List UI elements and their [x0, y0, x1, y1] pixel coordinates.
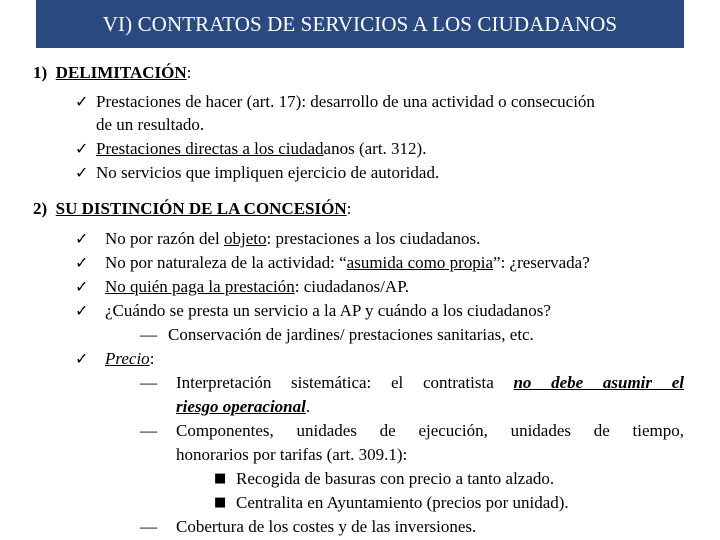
section-2-item-5 [105, 348, 154, 370]
item-underlined: No quién paga la prestación [105, 277, 295, 296]
price-bullet-1: Recogida de basuras con precio a tanto alzado. [236, 469, 555, 488]
item-text: No por razón del [105, 229, 224, 248]
section-2-item-4: ¿Cuándo se presta un servicio a la AP y cuándo a los ciudadanos? [105, 301, 551, 320]
checkmark-icon: ✓ [75, 277, 89, 296]
page-title: VI) CONTRATOS DE SERVICIOS A LOS CIUDADANOS [102, 11, 618, 36]
section-2-heading [33, 198, 351, 220]
item-text: ”: ¿reservada? [493, 253, 590, 272]
sub-text: . [305, 397, 311, 416]
checkmark-icon: ✓ [75, 301, 89, 320]
section-1-number: 1) [33, 63, 48, 82]
title-bar [36, 0, 684, 48]
checkmark-icon: ✓ [75, 92, 89, 111]
square-bullet-icon: ■ [214, 471, 227, 486]
item-underlined: asumida como propia [346, 253, 494, 272]
section-1-item-2-rest: anos (art. 312). [323, 139, 427, 158]
section-1-item-1-cont: de un resultado. [96, 115, 205, 134]
checkmark-icon: ✓ [75, 139, 89, 158]
item-text: : prestaciones a los ciudadanos. [266, 229, 481, 248]
item-underlined: objeto [223, 229, 267, 248]
price-colon: : [149, 349, 155, 368]
section-1-item-1: Prestaciones de hacer (art. 17): desarrollo de una actividad o consecución [96, 92, 595, 111]
em-dash-bullet: — [140, 373, 157, 392]
price-sub-1 [176, 372, 684, 394]
price-sub-3: Cobertura de los costes y de las inversiones. [176, 517, 477, 536]
checkmark-icon: ✓ [75, 349, 89, 368]
section-1-heading [33, 62, 191, 84]
price-sub-2: Componentes, unidades de ejecución, unidades de tiempo, [176, 421, 684, 440]
section-2-number: 2) [33, 199, 48, 218]
price-label: Precio [105, 349, 150, 368]
sub-text: Interpretación sistemática: el contratista [176, 373, 514, 392]
section-1-title: DELIMITACIÓN [55, 63, 187, 82]
section-2-item-4-sub: Conservación de jardines/ prestaciones sanitarias, etc. [168, 325, 534, 344]
em-dash-bullet: — [140, 325, 157, 344]
section-1-item-2-underlined: Prestaciones directas a los ciudad [96, 139, 324, 158]
square-bullet-icon: ■ [214, 495, 227, 510]
em-dash-bullet: — [140, 421, 157, 440]
section-1-item-2 [96, 138, 426, 160]
sub-emphasis: no debe asumir el [513, 373, 684, 392]
section-2-item-2 [105, 252, 590, 274]
checkmark-icon: ✓ [75, 229, 89, 248]
checkmark-icon: ✓ [75, 253, 89, 272]
item-text: : ciudadanos/AP. [294, 277, 410, 296]
section-2-colon: : [346, 199, 352, 218]
item-text: No por naturaleza de la actividad: “ [105, 253, 347, 272]
price-bullet-2: Centralita en Ayuntamiento (precios por unidad). [236, 493, 569, 512]
section-1-item-3: No servicios que impliquen ejercicio de autoridad. [96, 163, 440, 182]
section-1-colon: : [186, 63, 192, 82]
price-sub-1-cont [176, 396, 310, 418]
section-2-item-3 [105, 276, 409, 298]
em-dash-bullet: — [140, 517, 157, 536]
price-sub-2-cont: honorarios por tarifas (art. 309.1): [176, 445, 408, 464]
section-2-title: SU DISTINCIÓN DE LA CONCESIÓN [55, 199, 347, 218]
checkmark-icon: ✓ [75, 163, 89, 182]
section-2-item-1 [105, 228, 480, 250]
sub-emphasis: riesgo operacional [176, 397, 306, 416]
